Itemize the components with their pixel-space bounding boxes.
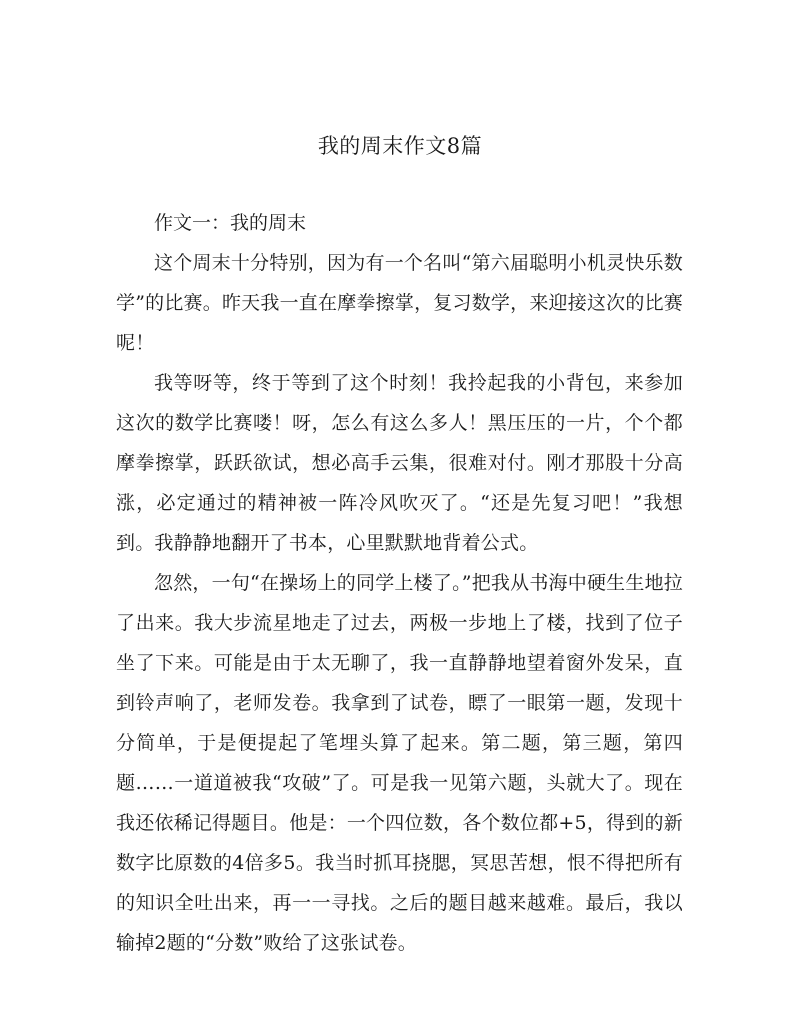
essay-subtitle: 作文一：我的周末 [154,212,307,234]
document-title: 我的周末作文8篇 [317,134,483,158]
document-body [116,203,683,963]
paragraph-1: 这个周末十分特别，因为有一个名叫“第六届聪明小机灵快乐数学”的比赛。昨天我一直在摩拳擦掌，复习数学，来迎接这次的比赛呢！ [116,252,683,354]
paragraph-2: 我等呀等，终于等到了这个时刻！我拎起我的小背包，来参加这次的数学比赛喽！呀，怎么有这么多人！黑压压的一片，个个都摩拳擦掌，跃跃欲试，想必高手云集，很难对付。刚才那股十分高涨，必定通过的精神被一阵冷风吹灭了。“还是先复习吧！”我想到。我静静地翻开了书本，心里默默地背着公式。 [116,372,683,554]
paragraph-3: 忽然，一句“在操场上的同学上楼了。”把我从书海中硬生生地拉了出来。我大步流星地走了过去，两极一步地上了楼，找到了位子坐了下来。可能是由于太无聊了，我一直静静地望着窗外发呆，直到铃声响了，老师发卷。我拿到了试卷，瞟了一眼第一题，发现十分简单，于是便提起了笔埋头算了起来。第二题，第三题，第四题……一道道被我“攻破”了。可是我一见第六题，头就大了。现在我还依稀记得题目。他是：一个四位数，各个数位都+5，得到的新数字比原数的4倍多5。我当时抓耳挠腮，冥思苦想，恨不得把所有的知识全吐出来，再一一寻找。之后的题目越来越难。最后，我以输掉2题的“分数”败给了这张试卷。 [116,572,683,954]
